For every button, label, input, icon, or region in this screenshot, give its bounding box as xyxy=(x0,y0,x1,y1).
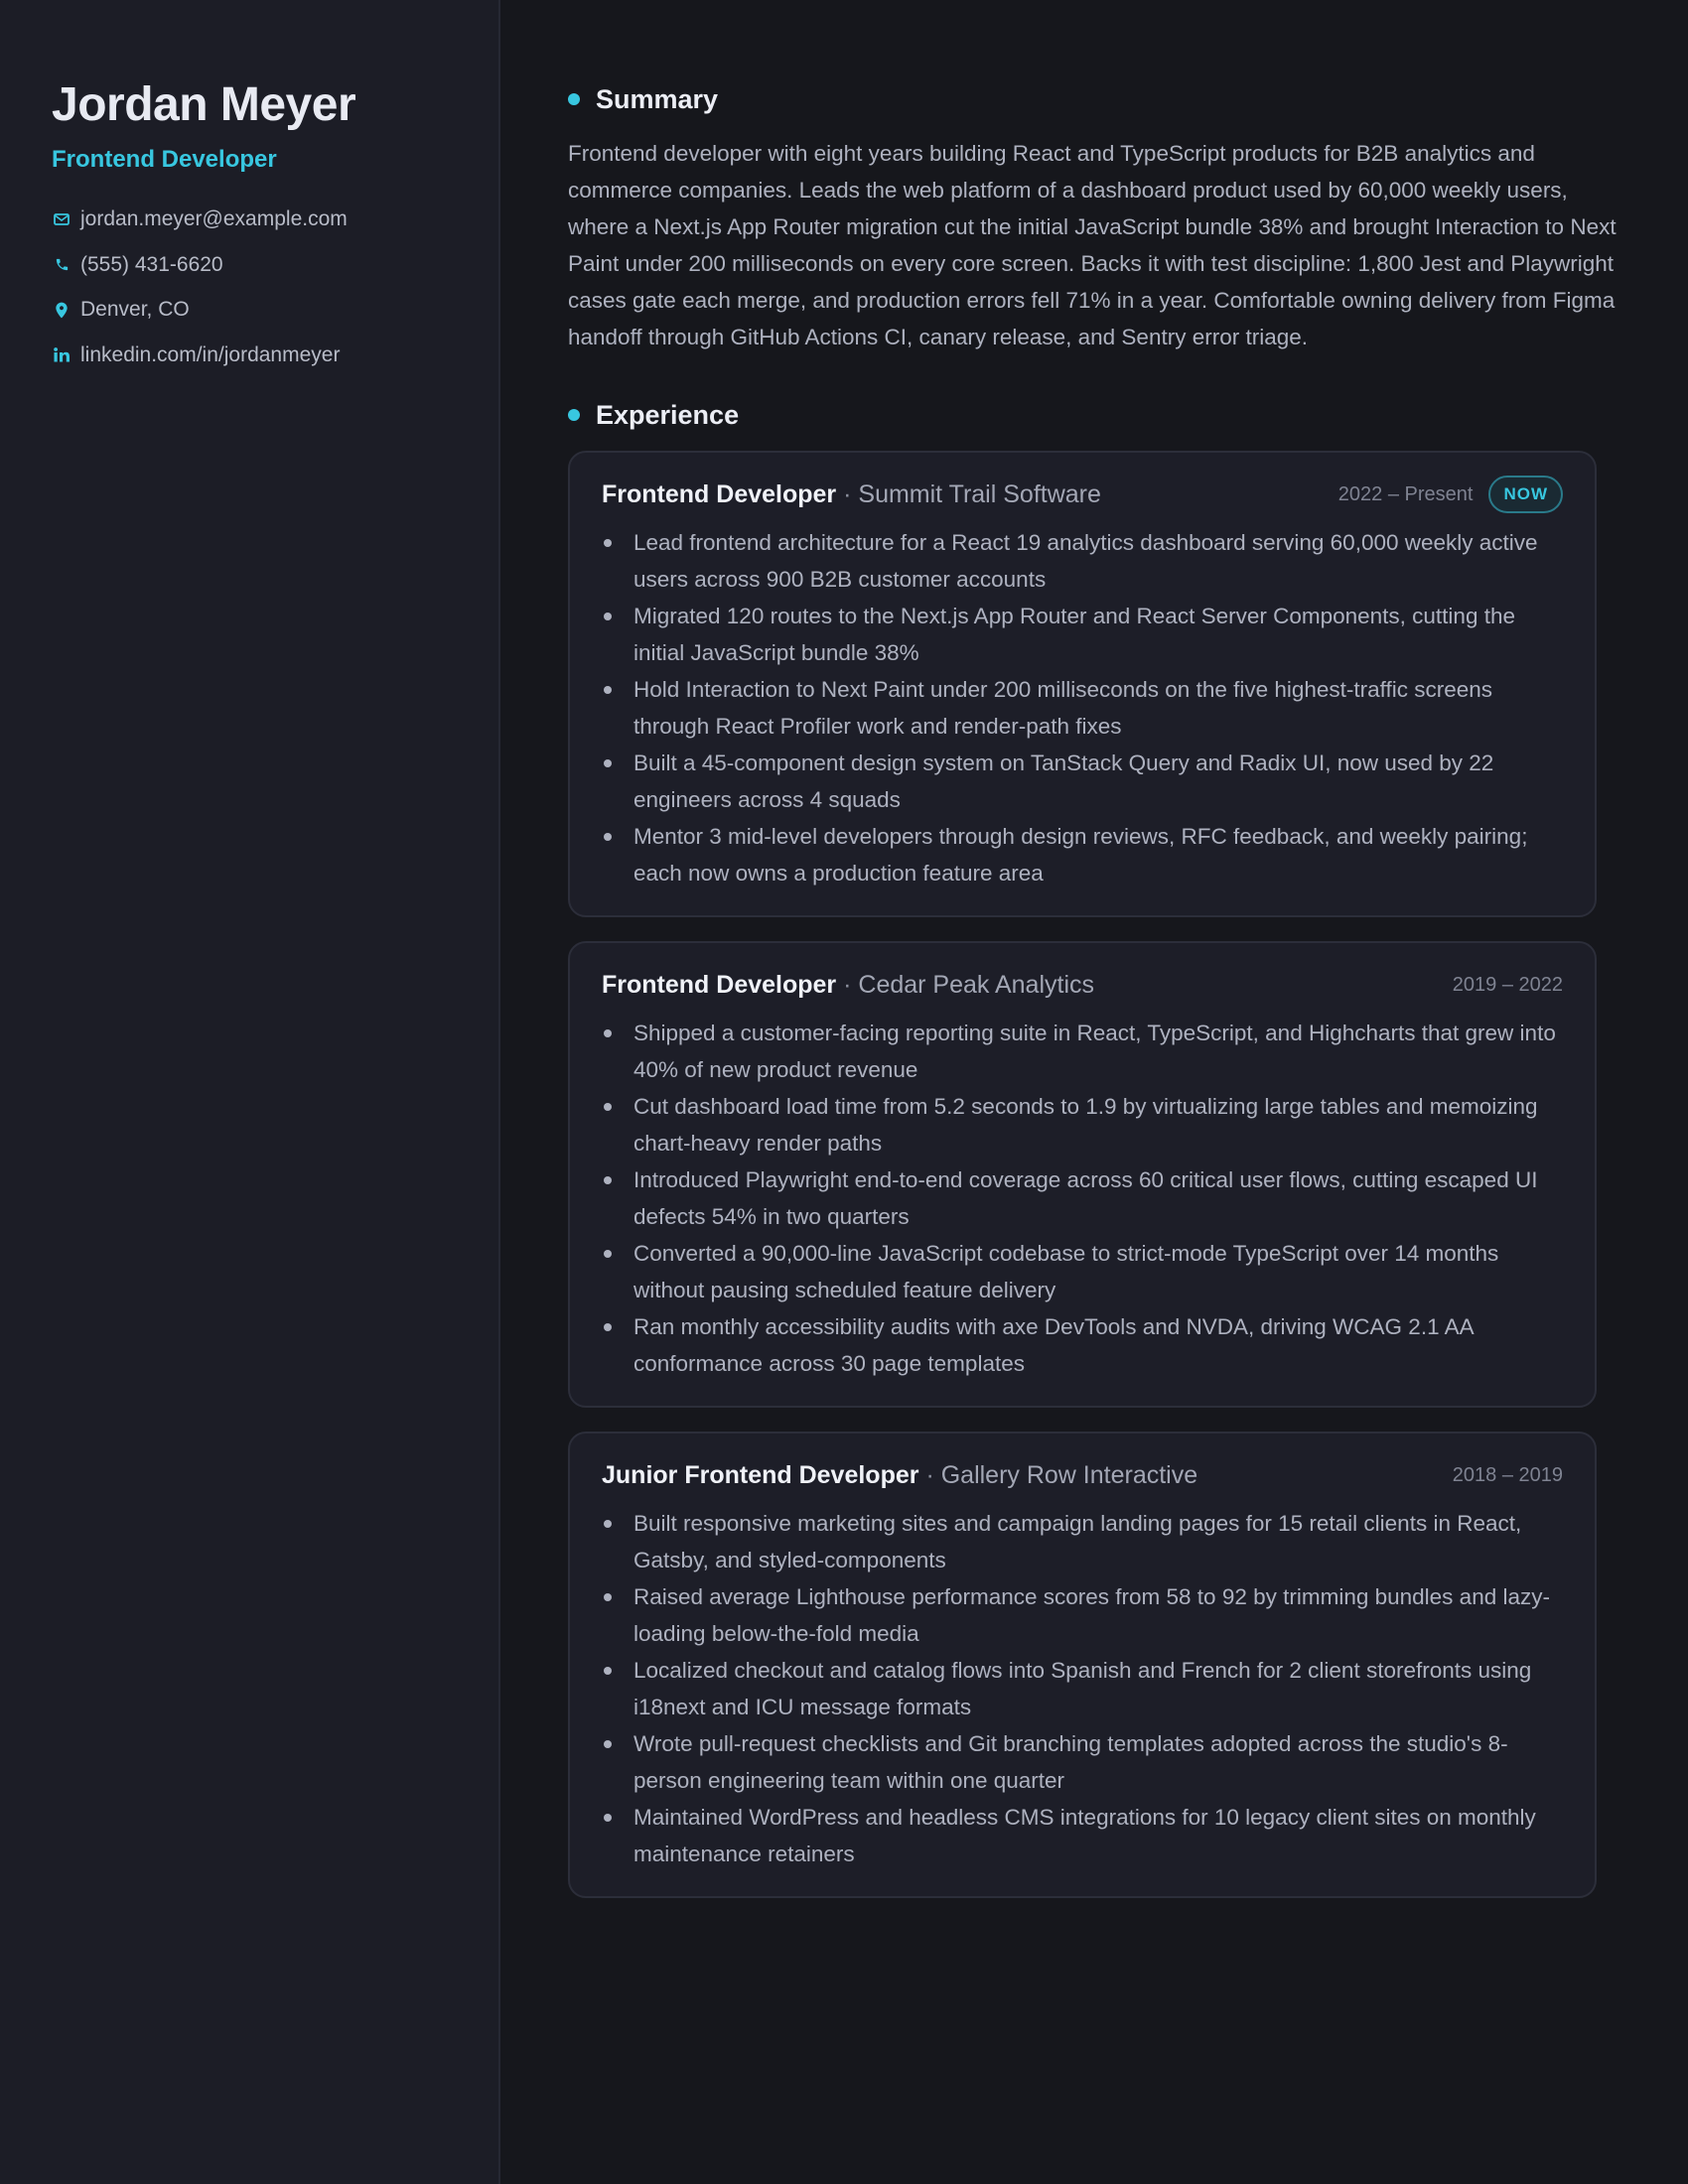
job-meta xyxy=(1338,476,1563,513)
job-header xyxy=(602,477,1563,512)
contact-phone[interactable] xyxy=(52,250,447,280)
job-header xyxy=(602,967,1563,1003)
contact-phone-text: (555) 431-6620 xyxy=(80,252,223,276)
job-bullet: Maintained WordPress and headless CMS integrations for 10 legacy client sites on monthly maintenance retainers xyxy=(602,1799,1563,1872)
contact-linkedin-text: linkedin.com/in/jordanmeyer xyxy=(80,342,341,366)
candidate-role: Frontend Developer xyxy=(52,146,277,173)
job-bullet: Hold Interaction to Next Paint under 200 milliseconds on the five highest-traffic screens through React Profiler work and render-path fixes xyxy=(602,671,1563,745)
summary-title: Summary xyxy=(596,83,719,114)
job-separator: · xyxy=(843,479,859,508)
job-bullets xyxy=(602,524,1563,891)
job-bullets xyxy=(602,1505,1563,1872)
job-bullet: Built responsive marketing sites and campaign landing pages for 15 retail clients in React, Gatsby, and styled-components xyxy=(602,1505,1563,1578)
job-bullet: Wrote pull-request checklists and Git branching templates adopted across the studio's 8-person engineering team within one quarter xyxy=(602,1725,1563,1799)
job-dates: 2018 – 2019 xyxy=(1452,1463,1563,1486)
job-company: Summit Trail Software xyxy=(858,479,1101,508)
job-title: Frontend Developer xyxy=(602,970,837,999)
email-icon xyxy=(52,209,71,229)
job-meta xyxy=(1453,974,1563,997)
job-bullet: Raised average Lighthouse performance scores from 58 to 92 by trimming bundles and lazy-loading below-the-fold media xyxy=(602,1578,1563,1652)
contact-email-text: jordan.meyer@example.com xyxy=(80,207,348,230)
section-bullet-dot xyxy=(568,409,580,421)
summary-heading xyxy=(568,83,1620,115)
candidate-name: Jordan Meyer xyxy=(52,78,356,131)
job-card xyxy=(568,451,1597,917)
job-bullet: Localized checkout and catalog flows into Spanish and French for 2 client storefronts using i18next and ICU message formats xyxy=(602,1652,1563,1725)
linkedin-icon xyxy=(52,345,71,365)
experience-section xyxy=(568,399,1620,1898)
job-bullet: Migrated 120 routes to the Next.js App Router and React Server Components, cutting the initial JavaScript bundle 38% xyxy=(602,598,1563,671)
contact-location-text: Denver, CO xyxy=(80,298,190,321)
job-dates: 2019 – 2022 xyxy=(1452,973,1563,996)
job-bullet: Converted a 90,000-line JavaScript codebase to strict-mode TypeScript over 14 months without pausing scheduled feature delivery xyxy=(602,1235,1563,1308)
current-job-badge: NOW xyxy=(1488,476,1563,513)
job-title: Junior Frontend Developer xyxy=(602,1460,919,1489)
job-dates: 2022 – Present xyxy=(1337,482,1474,505)
job-separator: · xyxy=(843,970,859,999)
contact-linkedin[interactable] xyxy=(52,341,447,370)
job-bullet: Cut dashboard load time from 5.2 seconds to 1.9 by virtualizing large tables and memoizing chart-heavy render paths xyxy=(602,1088,1563,1161)
job-bullet: Lead frontend architecture for a React 19 analytics dashboard serving 60,000 weekly active users across 900 B2B customer accounts xyxy=(602,524,1563,598)
contact-location xyxy=(52,295,447,325)
job-company: Cedar Peak Analytics xyxy=(858,970,1095,999)
phone-icon xyxy=(52,255,71,275)
job-list xyxy=(568,451,1620,1898)
main-content xyxy=(500,0,1688,2184)
job-title-line xyxy=(602,971,1094,1000)
job-card xyxy=(568,941,1597,1408)
job-bullet: Mentor 3 mid-level developers through design reviews, RFC feedback, and weekly pairing; each now owns a production feature area xyxy=(602,818,1563,891)
experience-heading xyxy=(568,399,1620,431)
contact-email[interactable] xyxy=(52,205,447,234)
contact-list xyxy=(52,205,447,370)
job-card xyxy=(568,1432,1597,1898)
experience-title: Experience xyxy=(596,399,740,430)
job-bullets xyxy=(602,1015,1563,1382)
job-bullet: Built a 45-component design system on TanStack Query and Radix UI, now used by 22 engineers across 4 squads xyxy=(602,745,1563,818)
sidebar xyxy=(0,0,500,2184)
location-pin-icon xyxy=(52,300,71,320)
job-bullet: Ran monthly accessibility audits with axe DevTools and NVDA, driving WCAG 2.1 AA conformance across 30 page templates xyxy=(602,1308,1563,1382)
summary-text: Frontend developer with eight years building React and TypeScript products for B2B analytics and commerce companies. Leads the web platform of a dashboard product used by 60,000 weekly users, where a Next.js App Router migration cut the initial JavaScript bundle 38% and brought Interaction to Next Paint under 200 milliseconds on every core screen. Backs it with test discipline: 1,800 Jest and Playwright cases gate each merge, and production errors fell 71% in a year. Comfortable owning delivery from Figma handoff through GitHub Actions CI, canary release, and Sentry error triage. xyxy=(568,141,1617,349)
job-bullet: Shipped a customer-facing reporting suite in React, TypeScript, and Highcharts that grew into 40% of new product revenue xyxy=(602,1015,1563,1088)
job-separator: · xyxy=(925,1460,941,1489)
job-title: Frontend Developer xyxy=(602,479,837,508)
job-title-line xyxy=(602,1461,1197,1490)
job-bullet: Introduced Playwright end-to-end coverage across 60 critical user flows, cutting escaped UI defects 54% in two quarters xyxy=(602,1161,1563,1235)
job-meta xyxy=(1453,1464,1563,1487)
section-bullet-dot xyxy=(568,93,580,105)
summary-section xyxy=(568,83,1620,355)
job-title-line xyxy=(602,480,1101,509)
job-company: Gallery Row Interactive xyxy=(940,1460,1198,1489)
job-header xyxy=(602,1457,1563,1493)
